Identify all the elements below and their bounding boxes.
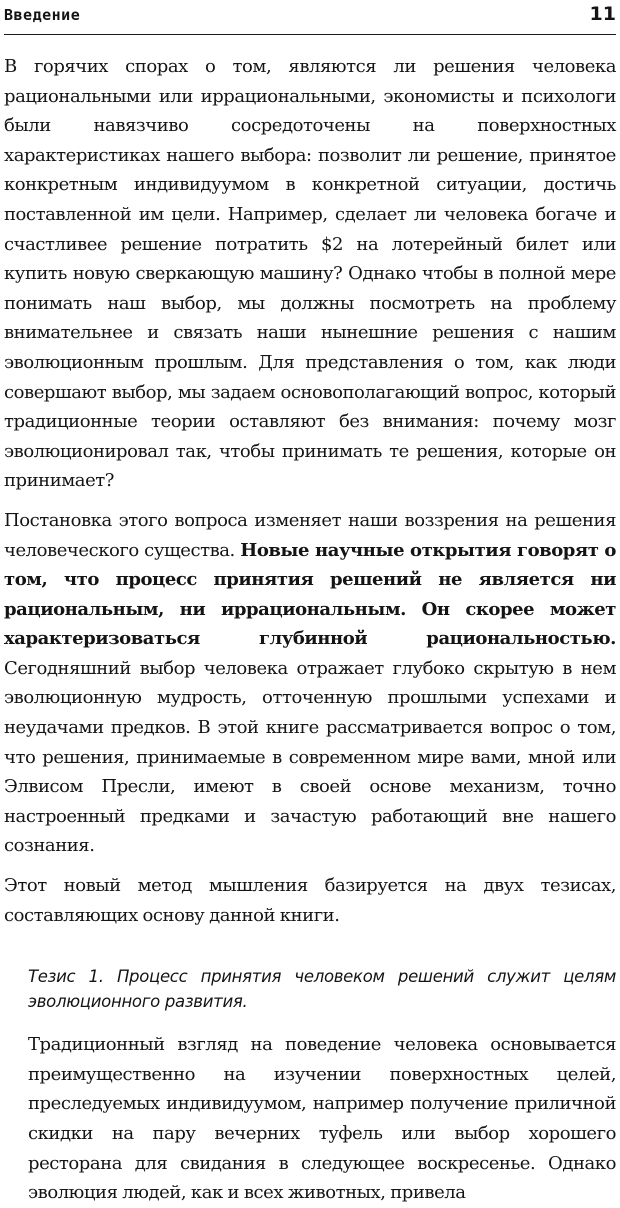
paragraph-4: Традиционный взгляд на поведение человека основывается преимущественно на изучении поверхностных целей, преследуемых индивидуумом, например получение приличной скидки на пару вечерних туфель или выбор хорошего ресторана для свидания в следующее воскресенье. Однако эволюция людей, как и всех животных, привела <box>28 1034 616 1204</box>
page-body <box>4 52 616 1208</box>
running-head-title: Введение <box>4 6 81 24</box>
paragraph-2-intro: Постановка этого вопроса изменяет наши воззрения на решения человеческого существа. <box>4 509 616 561</box>
paragraph-2-rest: Сегодняшний выбор человека отражает глубоко скрытую в нем эволюционную мудрость, отточенную прошлыми успехами и неудачами предков. В этой книге рассматривается вопрос о том, что решения, принимаемые в современном мире вами, мной или Элвисом Пресли, имеют в своей основе механизм, точно настроенный предками и зачастую работающий вне нашего сознания. <box>4 657 616 857</box>
paragraph-1: В горячих спорах о том, являются ли решения человека рациональными или иррациональными, экономисты и психологи были навязчиво сосредоточены на поверхностных характеристиках нашего выбора: позволит ли решение, принятое конкретным индивидуумом в конкретной ситуации, достичь поставленной им цели. Например, сделает ли человека богаче и счастливее решение потратить $2 на лотерейный билет или купить новую сверкающую машину? Однако чтобы в полной мере понимать наш выбор, мы должны посмотреть на проблему внимательнее и связать наши нынешние решения с нашим эволюционным прошлым. Для представления о том, как люди совершают выбор, мы задаем основополагающий вопрос, который традиционные теории оставляют без внимания: почему мозг эволюционировал так, чтобы принимать те решения, которые он принимает? <box>4 56 616 492</box>
thesis-1: Тезис 1. Процесс принятия человеком решений служит целям эволюционного развития. <box>28 967 616 1012</box>
page-number: 11 <box>589 3 616 25</box>
paragraph-3: Этот новый метод мышления базируется на двух тезисах, составляющих основу данной книги. <box>4 875 616 926</box>
paragraph-2-bold-claim: Новые научные открытия говорят о том, что процесс принятия решений не является ни рациональным, ни иррациональным. Он скорее может характеризоваться глубинной рациональностью. <box>4 539 616 650</box>
paragraph-2 <box>4 506 616 861</box>
running-header <box>4 2 616 35</box>
